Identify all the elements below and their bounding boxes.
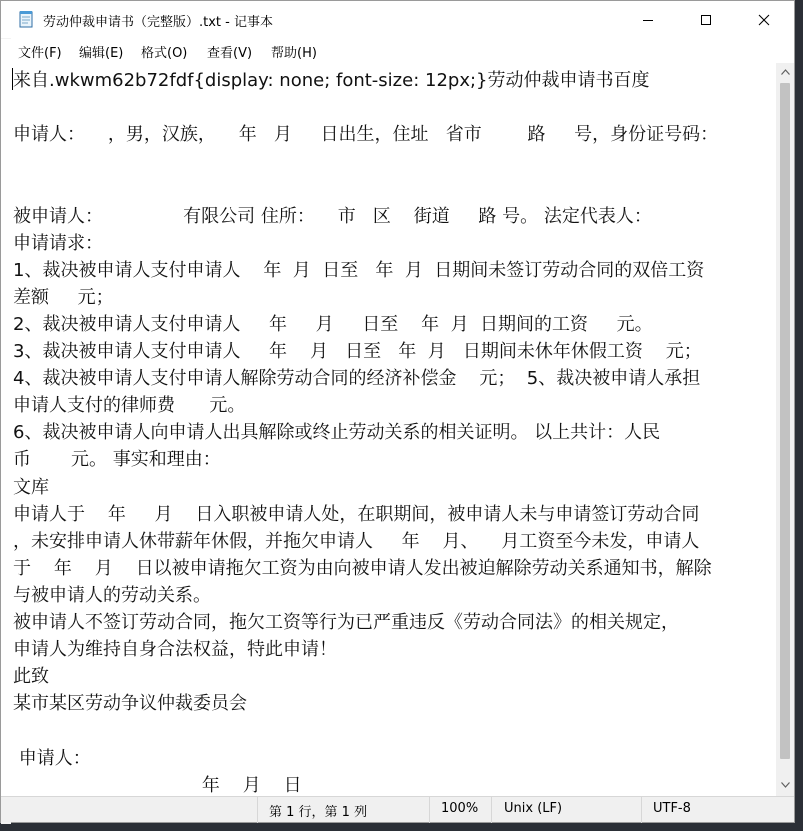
chevron-up-icon [781,69,790,75]
maximize-button[interactable] [677,1,735,38]
menu-format[interactable]: 格式(O) [141,46,188,61]
minimize-button[interactable] [619,1,677,38]
text-line: 某市某区劳动争议仲裁委员会 [13,693,247,715]
text-line: 申请人支付的律师费 元。 [13,395,246,417]
maximize-icon [700,14,712,26]
menu-help[interactable]: 帮助(H) [271,46,317,61]
chevron-down-icon [781,782,790,788]
text-line: 申请人： ，男，汉族， 年 月 日出生，住址 省市 路 号，身份证号码： [13,124,719,146]
status-divider [257,797,258,823]
window-title: 劳动仲裁申请书（完整版）.txt - 记事本 [43,15,273,30]
status-divider [491,797,492,823]
text-line: 此致 [13,666,49,688]
text-line: 4、裁决被申请人支付申请人解除劳动合同的经济补偿金 元； 5、裁决被申请人承担 [13,368,701,390]
vertical-scrollbar[interactable] [776,63,794,796]
text-line: 申请请求： [13,232,103,254]
scroll-up-button[interactable] [776,63,794,81]
text-line: 文库 [13,476,49,498]
text-line: 申请人于 年 月 日入职被申请人处，在职期间，被申请人未与申请签订劳动合同 [13,503,700,525]
line-ending: Unix (LF) [504,801,563,816]
text-line: 于 年 月 日以被申请拖欠工资为由向被申请人发出被迫解除劳动关系通知书，解除 [13,557,712,579]
status-bar [1,796,794,822]
menu-view[interactable]: 查看(V) [207,46,253,61]
title-bar[interactable] [1,1,794,38]
text-line: 申请人： [13,747,91,769]
menu-file[interactable]: 文件(F) [18,46,62,61]
text-line: 1、裁决被申请人支付申请人 年 月 日至 年 月 日期间未签订劳动合同的双倍工资 [13,259,705,281]
close-icon [758,14,770,26]
text-line: 差额 元； [13,286,114,308]
text-line: 币 元。 事实和理由： [13,449,221,471]
zoom-level: 100% [441,801,479,816]
text-line: ，未安排申请人休带薪年休假，并拖欠申请人 年 月、 月工资至今未发，申请人 [13,530,700,552]
text-line: 2、裁决被申请人支付申请人 年 月 日至 年 月 日期间的工资 元。 [13,313,653,335]
status-divider [641,797,642,823]
text-line: 申请人为维持自身合法权益，特此申请！ [13,639,337,661]
text-line: 与被申请人的劳动关系。 [13,584,211,606]
cursor-position: 第 1 行，第 1 列 [269,805,368,820]
status-divider [429,797,430,823]
text-line: 被申请人不签订劳动合同，拖欠工资等行为已严重违反《劳动合同法》的相关规定， [13,612,679,633]
menu-bar [1,39,794,63]
menu-edit[interactable]: 编辑(E) [79,46,124,61]
text-line: 被申请人： 有限公司 住所： 市 区 街道 路 号。 法定代表人： [13,205,652,227]
minimize-icon [642,14,654,26]
encoding: UTF-8 [653,801,691,816]
text-line: 6、裁决被申请人向申请人出具解除或终止劳动关系的相关证明。 以上共计：人民 [13,422,661,444]
text-line: 来自.wkwm62b72fdf{display: none; font-size: 12px;}劳动仲裁申请书百度 [13,70,650,91]
scroll-down-button[interactable] [776,776,794,794]
notepad-icon [18,10,34,28]
scroll-thumb[interactable] [780,83,790,759]
text-line: 年 月 日 [13,774,302,796]
close-button[interactable] [735,1,793,38]
text-line: 3、裁决被申请人支付申请人 年 月 日至 年 月 日期间未休年休假工资 元； [13,341,702,362]
text-editor[interactable] [1,63,776,796]
